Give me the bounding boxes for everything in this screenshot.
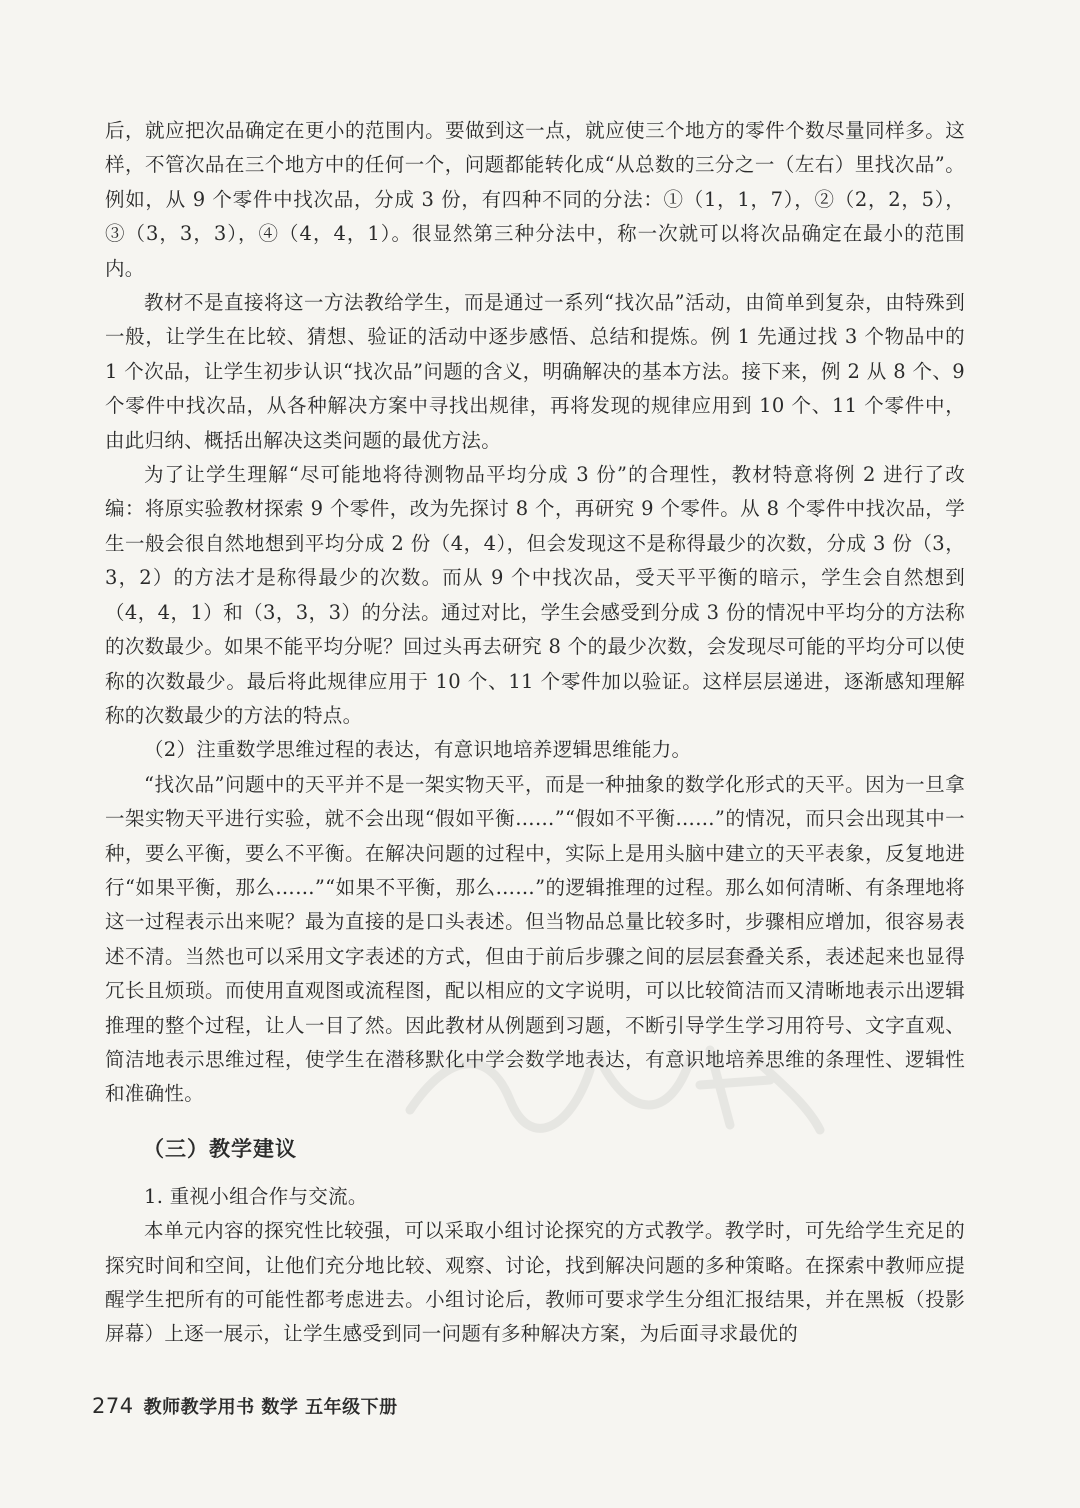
paragraph: “找次品”问题中的天平并不是一架实物天平，而是一种抽象的数学化形式的天平。因为一旦拿一架实物天平进行实验，就不会出现“假如平衡……”“假如不平衡……”的情况，而只会出现其中一种，要么平衡，要么不平衡。在解决问题的过程中，实际上是用头脑中建立的天平表象，反复地进行“如果平衡，那么……”“如果不平衡，那么……”的逻辑推理的过程。那么如何清晰、有条理地将这一过程表示出来呢？最为直接的是口头表述。但当物品总量比较多时，步骤相应增加，很容易表述不清。当然也可以采用文字表述的方式，但由于前后步骤之间的层层套叠关系，表述起来也显得冗长且烦琐。而使用直观图或流程图，配以相应的文字说明，可以比较简洁而又清晰地表示出逻辑推理的整个过程，让人一目了然。因此教材从例题到习题，不断引导学生学习用符号、文字直观、简洁地表示思维过程，使学生在潜移默化中学会数学地表达，有意识地培养思维的条理性、逻辑性和准确性。 <box>105 772 965 1106</box>
page-footer <box>92 1393 398 1419</box>
paragraph: 本单元内容的探究性比较强，可以采取小组讨论探究的方式教学。教学时，可先给学生充足的探究时间和空间，让他们充分地比较、观察、讨论，找到解决问题的多种策略。在探索中教师应提醒学生把所有的可能性都考虑进去。小组讨论后，教师可要求学生分组汇报结果，并在黑板（投影屏幕）上逐一展示，让学生感受到同一问题有多种解决方案，为后面寻求最优的 <box>105 1219 965 1346</box>
paragraph: 后，就应把次品确定在更小的范围内。要做到这一点，就应使三个地方的零件个数尽量同样多。这样，不管次品在三个地方中的任何一个，问题都能转化成“从总数的三分之一（左右）里找次品”。例如，从 9 个零件中找次品，分成 3 份，有四种不同的分法：①（1，1，7），②（2，2，5），③（3，3，3），④（4，4，1）。很显然第三种分法中，称一次就可以将次品确定在最小的范围内。 <box>105 119 965 280</box>
page-number: 274 <box>92 1394 134 1418</box>
paragraph: 为了让学生理解“尽可能地将待测物品平均分成 3 份”的合理性，教材特意将例 2 进行了改编：将原实验教材探索 9 个零件，改为先探讨 8 个，再研究 9 个零件。从 8 个零件中找次品，学生一般会很自然地想到平均分成 2 份（4，4），但会发现这不是称得最少的次数，分成 3 份（3，3，2）的方法才是称得最少的次数。而从 9 个中找次品，受天平平衡的暗示，学生会自然想到（4，4，1）和（3，3，3）的分法。通过对比，学生会感受到分成 3 份的情况中平均分的方法称的次数最少。如果不能平均分呢？回过头再去研究 8 个的最少次数，会发现尽可能的平均分可以使称的次数最少。最后将此规律应用于 10 个、11 个零件加以验证。这样层层递进，逐渐感知理解称的次数最少的方法的特点。 <box>105 463 965 727</box>
book-title: 教师教学用书 数学 五年级下册 <box>143 1397 398 1418</box>
subheading-paragraph: （2）注重数学思维过程的表达，有意识地培养逻辑思维能力。 <box>144 738 692 762</box>
section-heading: （三）教学建议 <box>143 1136 297 1161</box>
body-text <box>105 114 965 1352</box>
list-item-heading: 1. 重视小组合作与交流。 <box>144 1184 368 1208</box>
paragraph: 教材不是直接将这一方法教给学生，而是通过一系列“找次品”活动，由简单到复杂，由特殊到一般，让学生在比较、猜想、验证的活动中逐步感悟、总结和提炼。例 1 先通过找 3 个物品中的 1 个次品，让学生初步认识“找次品”问题的含义，明确解决的基本方法。接下来，例 2 从 8 个、9 个零件中找次品，从各种解决方案中寻找出规律，再将发现的规律应用到 10 个、11 个零件中，由此归纳、概括出解决这类问题的最优方法。 <box>105 291 965 452</box>
